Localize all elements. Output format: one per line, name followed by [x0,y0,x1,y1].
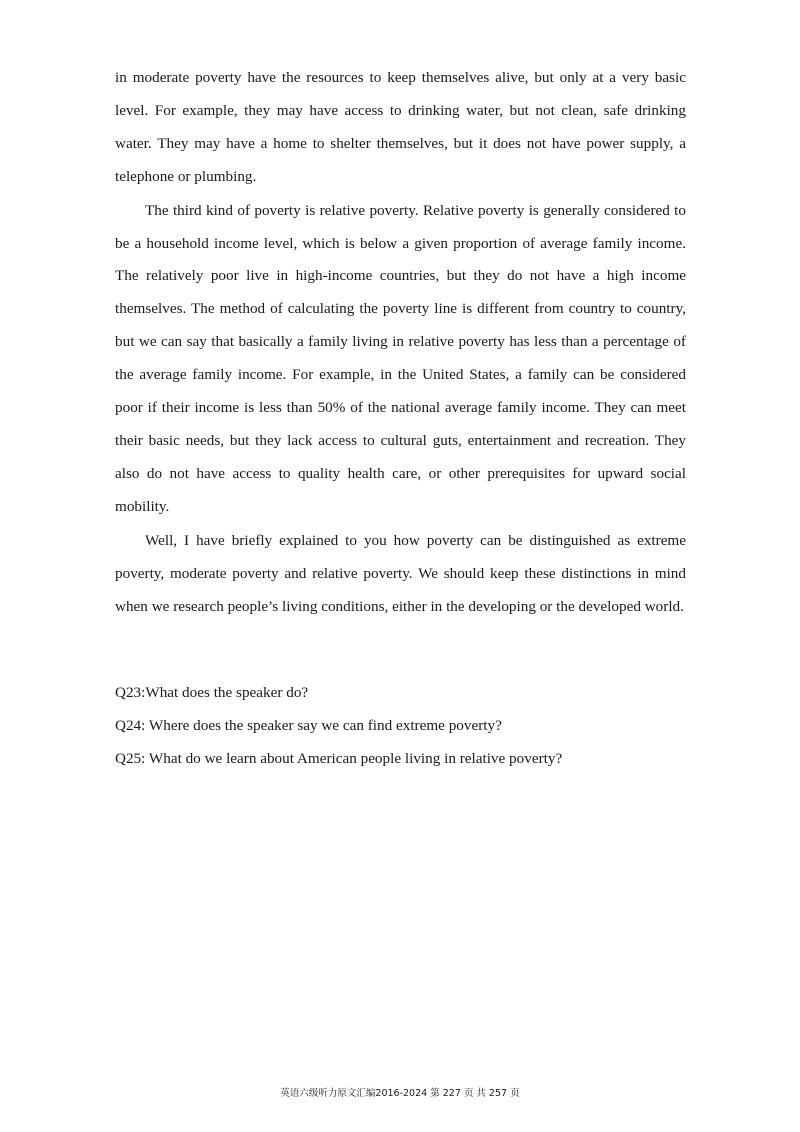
question-list [115,676,715,775]
question-q25: Q25: What do we learn about American people living in relative poverty? [115,750,563,767]
question-q23: Q23:What does the speaker do? [115,684,309,701]
paragraph-conclusion: Well, I have briefly explained to you how poverty can be distinguished as extreme poverty, moderate poverty and relative poverty. We should keep these distinctions in mind when we research people’s living conditions, either in the developing or the developed world. [115,531,686,615]
page-footer: 英语六级听力原文汇编2016-2024 第 227 页 共 257 页 [280,1088,520,1099]
paragraph-continued: in moderate poverty have the resources to keep themselves alive, but only at a very basic level. For example, they may have access to drinking water, but not clean, safe drinking water. They may have a home to shelter themselves, but it does not have power supply, a telephone or plumbing. [115,69,686,185]
paragraph-relative-poverty: The third kind of poverty is relative poverty. Relative poverty is generally considered to be a household income level, which is below a given proportion of average family income. The relatively poor live in high-income countries, but they do not have a high income themselves. The method of calculating the poverty line is different from country to country, but we can say that basically a family living in relative poverty has less than a percentage of the average family income. For example, in the United States, a family can be considered poor if their income is less than 50% of the national average family income. They can meet their basic needs, but they lack access to cultural guts, entertainment and recreation. They also do not have access to quality health care, or other prerequisites for upward social mobility. [115,201,686,515]
question-q24: Q24: Where does the speaker say we can find extreme poverty? [115,717,502,734]
transcript-body [115,62,686,623]
